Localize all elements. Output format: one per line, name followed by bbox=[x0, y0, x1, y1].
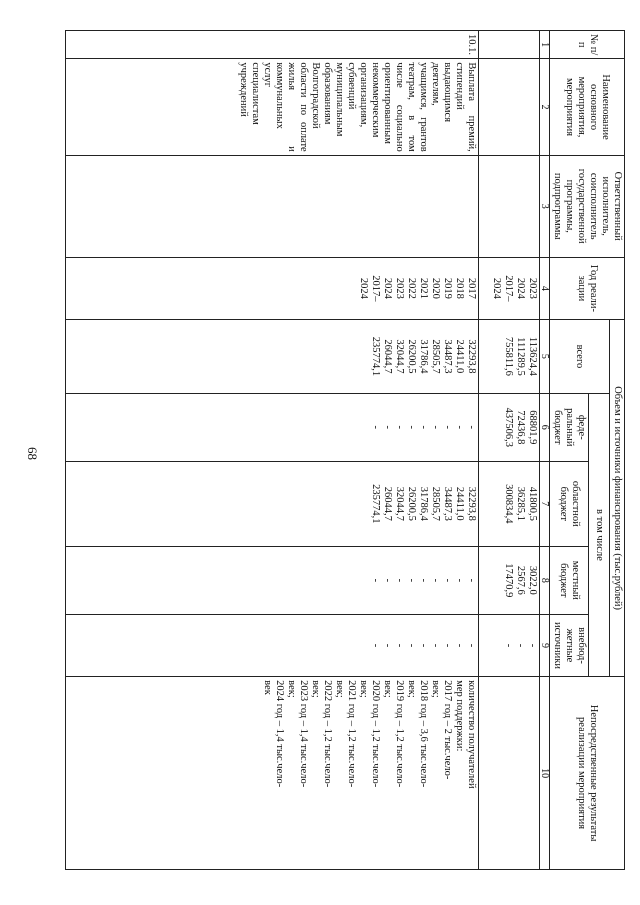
cell-extra: - - - - - - - - - bbox=[66, 614, 479, 676]
cell-num: 10.1. bbox=[66, 31, 479, 59]
col-number: 7 bbox=[540, 461, 550, 546]
col-number: 10 bbox=[540, 677, 550, 870]
rotated-page bbox=[70, 30, 625, 870]
header-local: местный бюджет bbox=[550, 546, 589, 614]
cell-results bbox=[479, 677, 540, 870]
cell-total: 113624,4 111289,5 755811,6 bbox=[479, 320, 540, 394]
cell-federal: - - - - - - - - - bbox=[66, 393, 479, 461]
table-row bbox=[479, 31, 540, 870]
cell-executor bbox=[479, 155, 540, 257]
cell-local: 3022,0 2567,6 17470,9 bbox=[479, 546, 540, 614]
header-num: № п/п bbox=[550, 31, 625, 59]
cell-num bbox=[479, 31, 540, 59]
header-name: Наименование основного мероприятия, мероприятия bbox=[550, 59, 625, 155]
header-regional: областной бюджет bbox=[550, 461, 589, 546]
program-table bbox=[65, 30, 625, 870]
cell-executor bbox=[66, 155, 479, 257]
cell-years: 2017 2018 2019 2020 2021 2022 2023 2024 2017– 2024 bbox=[66, 257, 479, 319]
col-number: 1 bbox=[540, 31, 550, 59]
cell-name bbox=[479, 59, 540, 155]
cell-total: 32293,8 24411,0 34487,3 28505,7 31786,4 26200,5 32044,7 26044,7 235774,1 bbox=[66, 320, 479, 394]
header-finance: Объем и источники финансирования (тыс.рублей) bbox=[610, 320, 625, 677]
cell-regional: 41800,5 36285,1 300834,4 bbox=[479, 461, 540, 546]
header-total: всего bbox=[550, 320, 610, 394]
col-number: 8 bbox=[540, 546, 550, 614]
header-federal: феде-ральный бюджет bbox=[550, 393, 589, 461]
cell-regional: 32293,8 24411,0 34487,3 28505,7 31786,4 26200,5 32044,7 26044,7 235774,1 bbox=[66, 461, 479, 546]
header-extra: внебюд-жетные источники bbox=[550, 614, 589, 676]
header-incl: в том числе bbox=[589, 393, 610, 676]
header-year: Год реали-зации bbox=[550, 257, 625, 319]
header-results: Непосредственные результаты реализации мероприятия bbox=[550, 677, 625, 870]
col-number: 9 bbox=[540, 614, 550, 676]
page-number: 68 bbox=[25, 447, 40, 460]
cell-extra: - - - bbox=[479, 614, 540, 676]
cell-name: Выплата премий, стипендий выдающимся деятелям, учащимся, грантов театрам, в том числе социально ориентированным некоммерческим организациям, субвенций муниципальным образованиям Волгоградской области по оплате жилья и коммунальных услуг специалистам учреждений bbox=[66, 59, 479, 155]
col-number: 5 bbox=[540, 320, 550, 394]
col-number: 6 bbox=[540, 393, 550, 461]
table-row bbox=[66, 31, 479, 870]
cell-years: 2023 2024 2017– 2024 bbox=[479, 257, 540, 319]
cell-local: - - - - - - - - - bbox=[66, 546, 479, 614]
col-number: 3 bbox=[540, 155, 550, 257]
col-number: 4 bbox=[540, 257, 550, 319]
header-executor: Ответственный исполнитель, соисполнитель государственной программы, подпрограммы bbox=[550, 155, 625, 257]
col-number: 2 bbox=[540, 59, 550, 155]
cell-results: количество получателей мер поддержки: 2017 год – 2 тыс.чело- век; 2018 год – 3,6 тыс.чело- век; 2019 год – 1,2 тыс.чело- век; 2020 год – 1,2 тыс.чело- век; 2021 год – 1,2 тыс.чело- век; 2022 год – 1,2 тыс.чело- век; 2023 год – 1,4 тыс.чело- век; 2024 год – 1,4 тыс.чело- век bbox=[66, 677, 479, 870]
cell-federal: 68801,9 72436,8 437506,3 bbox=[479, 393, 540, 461]
